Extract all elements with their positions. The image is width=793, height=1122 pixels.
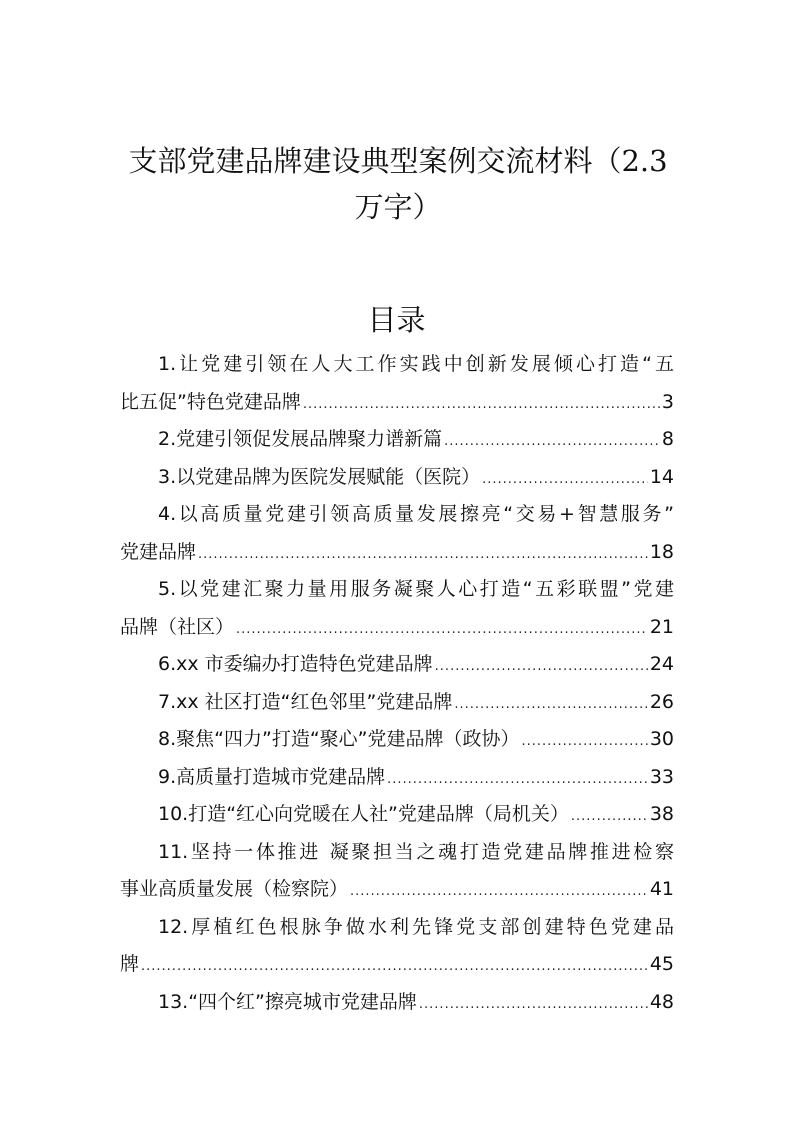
toc-page-number: 18 (649, 540, 674, 563)
toc-entry[interactable] (120, 909, 674, 984)
toc-page-number: 8 (661, 428, 674, 450)
toc-page-number: 26 (649, 690, 674, 713)
toc-entry-title-cont: 牌 (120, 953, 140, 975)
toc-leader-dots (350, 873, 648, 909)
toc-leader-dots (303, 386, 660, 422)
toc-leader-dots (435, 648, 648, 684)
table-of-contents (120, 346, 674, 1021)
toc-entry-title: 11.坚持一体推进 凝聚担当之魂打造党建品牌推进检察 (158, 840, 674, 863)
toc-entry-title-cont: 事业高质量发展（检察院） (120, 878, 349, 900)
document-title-line-2: 万字） (354, 190, 442, 224)
toc-entry-title-cont: 品牌（社区） (120, 615, 235, 638)
toc-leader-dots (141, 948, 648, 984)
toc-entry-title: 12.厚植红色根脉争做水利先锋党支部创建特色党建品 (158, 915, 674, 938)
toc-entry-title: 3.以党建品牌为医院发展赋能（医院） (158, 465, 481, 488)
toc-leader-dots (419, 986, 648, 1022)
toc-leader-dots (522, 723, 648, 759)
toc-leader-dots (444, 423, 660, 459)
toc-heading: 目录 (367, 303, 426, 337)
toc-leader-dots (198, 536, 648, 572)
toc-page-number: 21 (649, 615, 674, 638)
toc-entry[interactable] (120, 421, 674, 459)
document-title-line-1: 支部党建品牌建设典型案例交流材料（2.3 (128, 144, 668, 178)
toc-entry[interactable] (120, 834, 674, 909)
toc-entry-title: 6.xx 市委编办打造特色党建品牌 (158, 653, 433, 675)
toc-entry-title: 8.聚焦“四力”打造“聚心”党建品牌（政协） (158, 728, 520, 750)
toc-entry-title: 2.党建引领促发展品牌聚力谱新篇 (158, 428, 443, 450)
toc-page-number: 24 (649, 653, 674, 675)
toc-entry-title: 7.xx 社区打造“红色邻里”党建品牌 (158, 690, 453, 713)
toc-leader-dots (482, 461, 648, 497)
toc-page-number: 41 (649, 878, 674, 900)
document-title (118, 138, 678, 230)
toc-page-number: 45 (649, 953, 674, 975)
toc-page-number: 48 (649, 990, 674, 1013)
toc-entry[interactable] (120, 646, 674, 684)
toc-entry-title: 1.让党建引领在人大工作实践中创新发展倾心打造“五 (158, 353, 674, 375)
toc-page-number: 30 (649, 728, 674, 750)
toc-entry[interactable] (120, 571, 674, 646)
toc-page-number: 14 (649, 465, 674, 488)
toc-page-number: 3 (661, 390, 674, 413)
toc-entry[interactable] (120, 459, 674, 497)
toc-entry-title: 5.以党建汇聚力量用服务凝聚人心打造“五彩联盟”党建 (158, 578, 674, 600)
toc-entry[interactable] (120, 346, 674, 421)
toc-entry-title-cont: 比五促”特色党建品牌 (120, 390, 301, 413)
toc-entry[interactable] (120, 796, 674, 834)
toc-entry-title-cont: 党建品牌 (120, 540, 197, 563)
toc-entry[interactable] (120, 721, 674, 759)
toc-leader-dots (454, 686, 647, 722)
toc-leader-dots (387, 761, 648, 797)
toc-entry[interactable] (120, 759, 674, 797)
toc-entry[interactable] (120, 496, 674, 571)
toc-page-number: 33 (649, 765, 674, 788)
toc-page-number: 38 (649, 803, 674, 825)
toc-entry[interactable] (120, 684, 674, 722)
toc-entry[interactable] (120, 984, 674, 1022)
toc-leader-dots (236, 611, 648, 647)
toc-entry-title: 9.高质量打造城市党建品牌 (158, 765, 386, 788)
toc-entry-title: 10.打造“红心向党暖在人社”党建品牌（局机关） (158, 803, 569, 825)
toc-leader-dots (571, 798, 648, 834)
toc-entry-title: 13.“四个红”擦亮城市党建品牌 (158, 990, 417, 1013)
toc-entry-title: 4.以高质量党建引领高质量发展擦亮“交易+智慧服务” (158, 503, 674, 525)
